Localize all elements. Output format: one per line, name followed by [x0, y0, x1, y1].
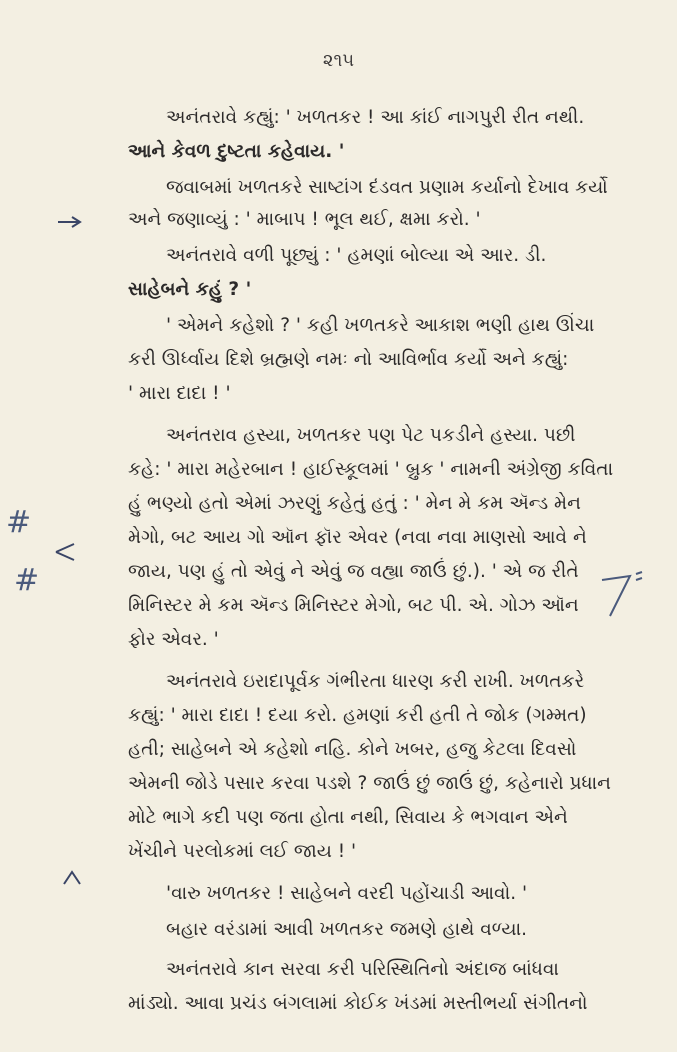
margin-arrow-icon	[56, 216, 84, 228]
text-line: અનંતરાવે ઇરાદાપૂર્વક ગંભીરતા ધારણ કરી રાખી. ખળતકરે	[166, 671, 585, 692]
page-number: ૨૧૫	[322, 50, 355, 71]
margin-hash-mark: #	[6, 505, 32, 540]
text-line: બહાર વરંડામાં આવી ખળતકર જમણે હાથે વળ્યા.	[166, 919, 527, 940]
text-line: માંડ્યો. આવા પ્રચંડ બંગલામાં કોઈક ખંડમાં મસ્તીભર્યા સંગીતનો	[128, 993, 588, 1014]
text-line: મેગો, બટ આય ગો ઑન ફૉર એવર (નવા નવા માણસો આવે ને	[128, 527, 587, 548]
text-line: અનંતરાવે કાન સરવા કરી પરિસ્થિતિનો અંદાજ બાંધવા	[166, 959, 559, 980]
text-line: મોટે ભાગે કદી પણ જતા હોતા નથી, સિવાય કે ભગવાન એને	[128, 807, 568, 828]
margin-arrow-icon	[54, 540, 78, 562]
text-line: 'વારુ ખળતકર ! સાહેબને વરદી પહોંચાડી આવો. '	[166, 883, 528, 904]
text-line: અનંતરાવે વળી પૂછ્યું : ' હમણાં બોલ્યા એ આર. ડી.	[166, 245, 547, 266]
text-line: અનંતરાવ હસ્યા, ખળતકર પણ પેટ પકડીને હસ્યા. પછી	[166, 425, 576, 446]
text-line: અનંતરાવે કહ્યું: ' ખળતકર ! આ કાંઈ નાગપુરી રીત નથી.	[166, 107, 585, 128]
text-line: આને કેવળ દુષ્ટતા કહેવાય. '	[128, 141, 345, 162]
text-line: ખેંચીને પરલોકમાં લઈ જાય ! '	[128, 841, 357, 862]
text-line: કરી ઊર્ધ્વાય દિશે બ્રહ્મણે નમઃ નો આવિર્ભાવ કર્યો અને કહ્યું:	[128, 349, 569, 370]
text-line: મિનિસ્ટર મે કમ ઍન્ડ મિનિસ્ટર મેગો, બટ પી. એ. ગોઝ ઑન	[128, 595, 579, 616]
text-line: જવાબમાં ખળતકરે સાષ્ટાંગ દંડવત પ્રણામ કર્યાનો દેખાવ કર્યો	[166, 177, 608, 198]
text-line: હું ભણ્યો હતો એમાં ઝરણું કહેતું હતું : ' મેન મે કમ ઍન્ડ મેન	[128, 493, 581, 514]
margin-hash-mark: #	[14, 563, 40, 598]
margin-pen-mark	[596, 566, 646, 622]
text-line: ' મારા દાદા ! '	[128, 383, 231, 404]
text-line: સાહેબને કહું ? '	[128, 279, 252, 300]
text-line: હતી; સાહેબને એ કહેશો નહિ. કોને ખબર, હજુ કેટલા દિવસો	[128, 739, 577, 760]
text-line: ફોર એવર. '	[128, 629, 219, 650]
text-line: કહ્યું: ' મારા દાદા ! દયા કરો. હમણાં કરી હતી તે જોક (ગમ્મત)	[128, 705, 587, 726]
text-line: અને જણાવ્યું : ' માબાપ ! ભૂલ થઈ, ક્ષમા કરો. '	[128, 209, 481, 230]
margin-arrow-icon	[62, 870, 82, 886]
text-line: જાય, પણ હું તો એવું ને એવું જ વહ્યા જાઉં છું.). ' એ જ રીતે	[128, 561, 579, 582]
text-line: એમની જોડે પસાર કરવા પડશે ? જાઉં છું જાઉં છું, કહેનારો પ્રધાન	[128, 773, 611, 794]
text-line: કહે: ' મારા મહેરબાન ! હાઈસ્કૂલમાં ' બ્રુક ' નામની અંગ્રેજી કવિતા	[128, 459, 614, 480]
text-line: ' એમને કહેશો ? ' કહી ખળતકરે આકાશ ભણી હાથ ઊંચા	[166, 315, 595, 336]
